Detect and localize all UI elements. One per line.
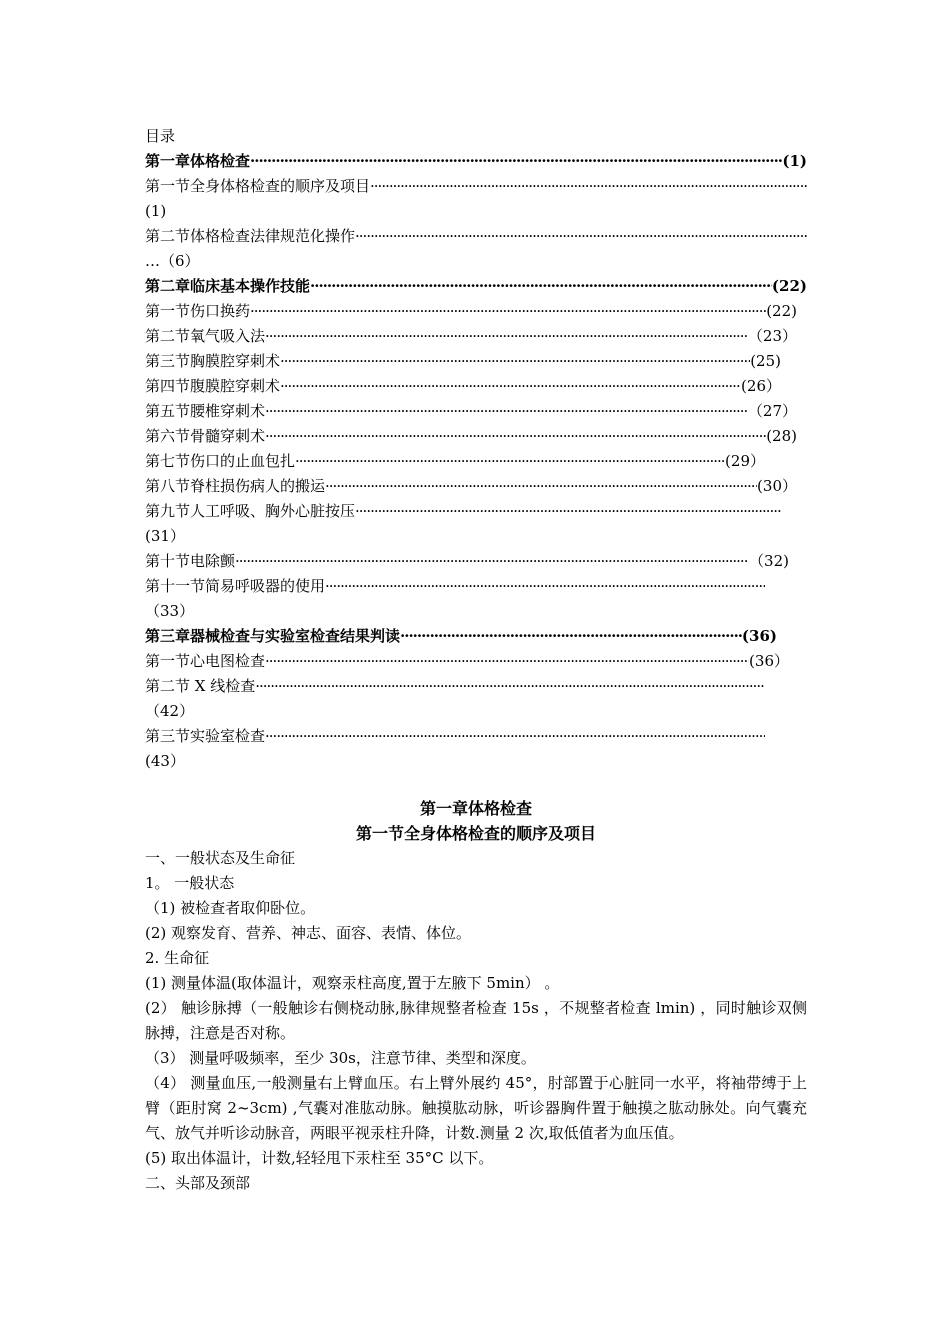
toc-c2-section-11[interactable] [145, 574, 765, 599]
toc-entry-page: (31） [145, 527, 185, 545]
toc-leader-dots [295, 449, 725, 474]
toc-entry-page: (25) [750, 352, 781, 370]
toc-entry-title: 第二节 X 线检查 [145, 677, 256, 695]
toc-entry-page: (26） [741, 377, 781, 395]
toc-c2-section-4[interactable] [145, 374, 781, 399]
toc-entry-page: (22) [771, 277, 807, 295]
toc-c2-section-10[interactable] [145, 549, 789, 574]
toc-entry-title: 第四节腹膜腔穿刺术 [145, 377, 281, 395]
toc-leader-dots [355, 499, 781, 524]
toc-entry-title: 第五节腰椎穿刺术 [145, 402, 266, 420]
toc-leader-dots [400, 624, 742, 649]
toc-leader-dots [280, 374, 741, 399]
toc-entry-title: 第一章体格检查 [145, 152, 251, 170]
toc-leader-dots [255, 674, 765, 699]
toc-entry-title: 第三节胸膜腔穿刺术 [145, 352, 281, 370]
toc-entry-title: 第三节实验室检查 [145, 727, 266, 745]
toc-c3-section-2[interactable] [145, 674, 765, 699]
toc-c2-section-6[interactable] [145, 424, 797, 449]
toc-entry-title: 第八节脊柱损伤病人的搬运 [145, 477, 326, 495]
paragraph: (1) 测量体温(取体温计，观察汞柱高度,置于左腋下 5min） 。 [145, 974, 560, 992]
paragraph: （1) 被检查者取仰卧位。 [145, 899, 316, 917]
toc-entry-page: …（6） [145, 252, 200, 270]
toc-leader-dots [265, 424, 766, 449]
toc-entry-page: (28) [766, 427, 797, 445]
toc-entry-title: 第十一节简易呼吸器的使用 [145, 577, 326, 595]
toc-entry-title: 第一节心电图检查 [145, 652, 266, 670]
toc-chapter-2[interactable] [145, 274, 807, 299]
toc-leader-dots [265, 324, 748, 349]
toc-entry-page: (30） [757, 477, 797, 495]
heading-head-neck: 二、头部及颈部 [145, 1174, 251, 1192]
toc-c1-section-2[interactable] [145, 224, 807, 249]
toc-heading: 目录 [145, 127, 176, 145]
toc-entry-title: 第二章临床基本操作技能 [145, 277, 311, 295]
toc-c2-section-9[interactable] [145, 499, 781, 524]
toc-entry-page: （33） [145, 602, 195, 620]
toc-chapter-1[interactable] [145, 149, 807, 174]
toc-entry-title: 第一节伤口换药 [145, 302, 251, 320]
toc-c2-section-3[interactable] [145, 349, 781, 374]
toc-c2-section-2[interactable] [145, 324, 797, 349]
toc-leader-dots [235, 549, 749, 574]
toc-entry-page: (43） [145, 752, 185, 770]
toc-entry-page: （32) [749, 552, 789, 570]
chapter-title: 第一章体格检查 [419, 799, 532, 818]
toc-c2-section-7[interactable] [145, 449, 765, 474]
toc-c3-section-3[interactable] [145, 724, 765, 749]
paragraph: （3） 测量呼吸频率，至少 30s，注意节律、类型和深度。 [145, 1049, 536, 1067]
spacer [145, 774, 807, 796]
toc-entry-page: (29） [725, 452, 765, 470]
toc-entry-page: (36) [741, 627, 777, 645]
toc-entry-title: 第七节伤口的止血包扎 [145, 452, 296, 470]
toc-c1-section-1[interactable] [145, 174, 807, 199]
toc-leader-dots [250, 149, 782, 174]
toc-leader-dots [370, 174, 807, 199]
toc-entry-title: 第十节电除颤 [145, 552, 236, 570]
toc-c2-section-5[interactable] [145, 399, 797, 424]
subheading-general-state: 1。 一般状态 [145, 874, 235, 892]
toc-entry-page: （42） [145, 702, 195, 720]
heading-general-state: 一、一般状态及生命征 [145, 849, 296, 867]
document-content [145, 124, 807, 1196]
paragraph: (5) 取出体温计，计数,轻轻甩下汞柱至 35°C 以下。 [145, 1149, 494, 1167]
toc-entry-page: (1) [782, 152, 807, 170]
toc-c2-section-1[interactable] [145, 299, 797, 324]
toc-leader-dots [250, 299, 766, 324]
toc-entry-title: 第一节全身体格检查的顺序及项目 [145, 177, 371, 195]
toc-leader-dots [325, 474, 757, 499]
toc-leader-dots [355, 224, 807, 249]
paragraph: （4） 测量血压,一般测量右上臂血压。右上臂外展约 45°，肘部置于心脏同一水平，将袖带缚于上臂（距肘窝 2~3cm) ,气囊对准肱动脉。触摸肱动脉，听诊器胸件置于触摸之肱动脉处。向气囊充气、放气并听诊动脉音，两眼平视汞柱升降，计数.测量 2 次,取低值者为血压值。 [145, 1074, 807, 1142]
toc-entry-page: (36） [749, 652, 789, 670]
paragraph: (2) 观察发育、营养、神志、面容、表情、体位。 [145, 924, 472, 942]
toc-c2-section-8[interactable] [145, 474, 797, 499]
toc-leader-dots [265, 399, 748, 424]
toc-entry-title: 第二节氧气吸入法 [145, 327, 266, 345]
toc-entry-page: (1) [145, 202, 167, 220]
toc-leader-dots [265, 724, 765, 749]
toc-chapter-3[interactable] [145, 624, 777, 649]
toc-entry-title: 第九节人工呼吸、胸外心脏按压 [145, 502, 356, 520]
toc-leader-dots [325, 574, 765, 599]
section-title: 第一节全身体格检查的顺序及项目 [355, 824, 596, 843]
toc-entry-title: 第三章器械检查与实验室检查结果判读 [145, 627, 401, 645]
toc-entry-page: （27） [747, 402, 797, 420]
toc-entry-page: (22) [766, 302, 797, 320]
subheading-vital-signs: 2. 生命征 [145, 949, 210, 967]
toc-leader-dots [310, 274, 772, 299]
toc-leader-dots [280, 349, 750, 374]
toc-c3-section-1[interactable] [145, 649, 789, 674]
toc-entry-page: （23） [747, 327, 797, 345]
paragraph: (2） 触诊脉搏（一般触诊右侧桡动脉,脉律规整者检查 15s ，不规整者检查 lmin) ，同时触诊双侧脉搏，注意是否对称。 [145, 999, 807, 1042]
toc-entry-title: 第二节体格检查法律规范化操作 [145, 227, 356, 245]
toc-leader-dots [265, 649, 749, 674]
toc-entry-title: 第六节骨髓穿刺术 [145, 427, 266, 445]
